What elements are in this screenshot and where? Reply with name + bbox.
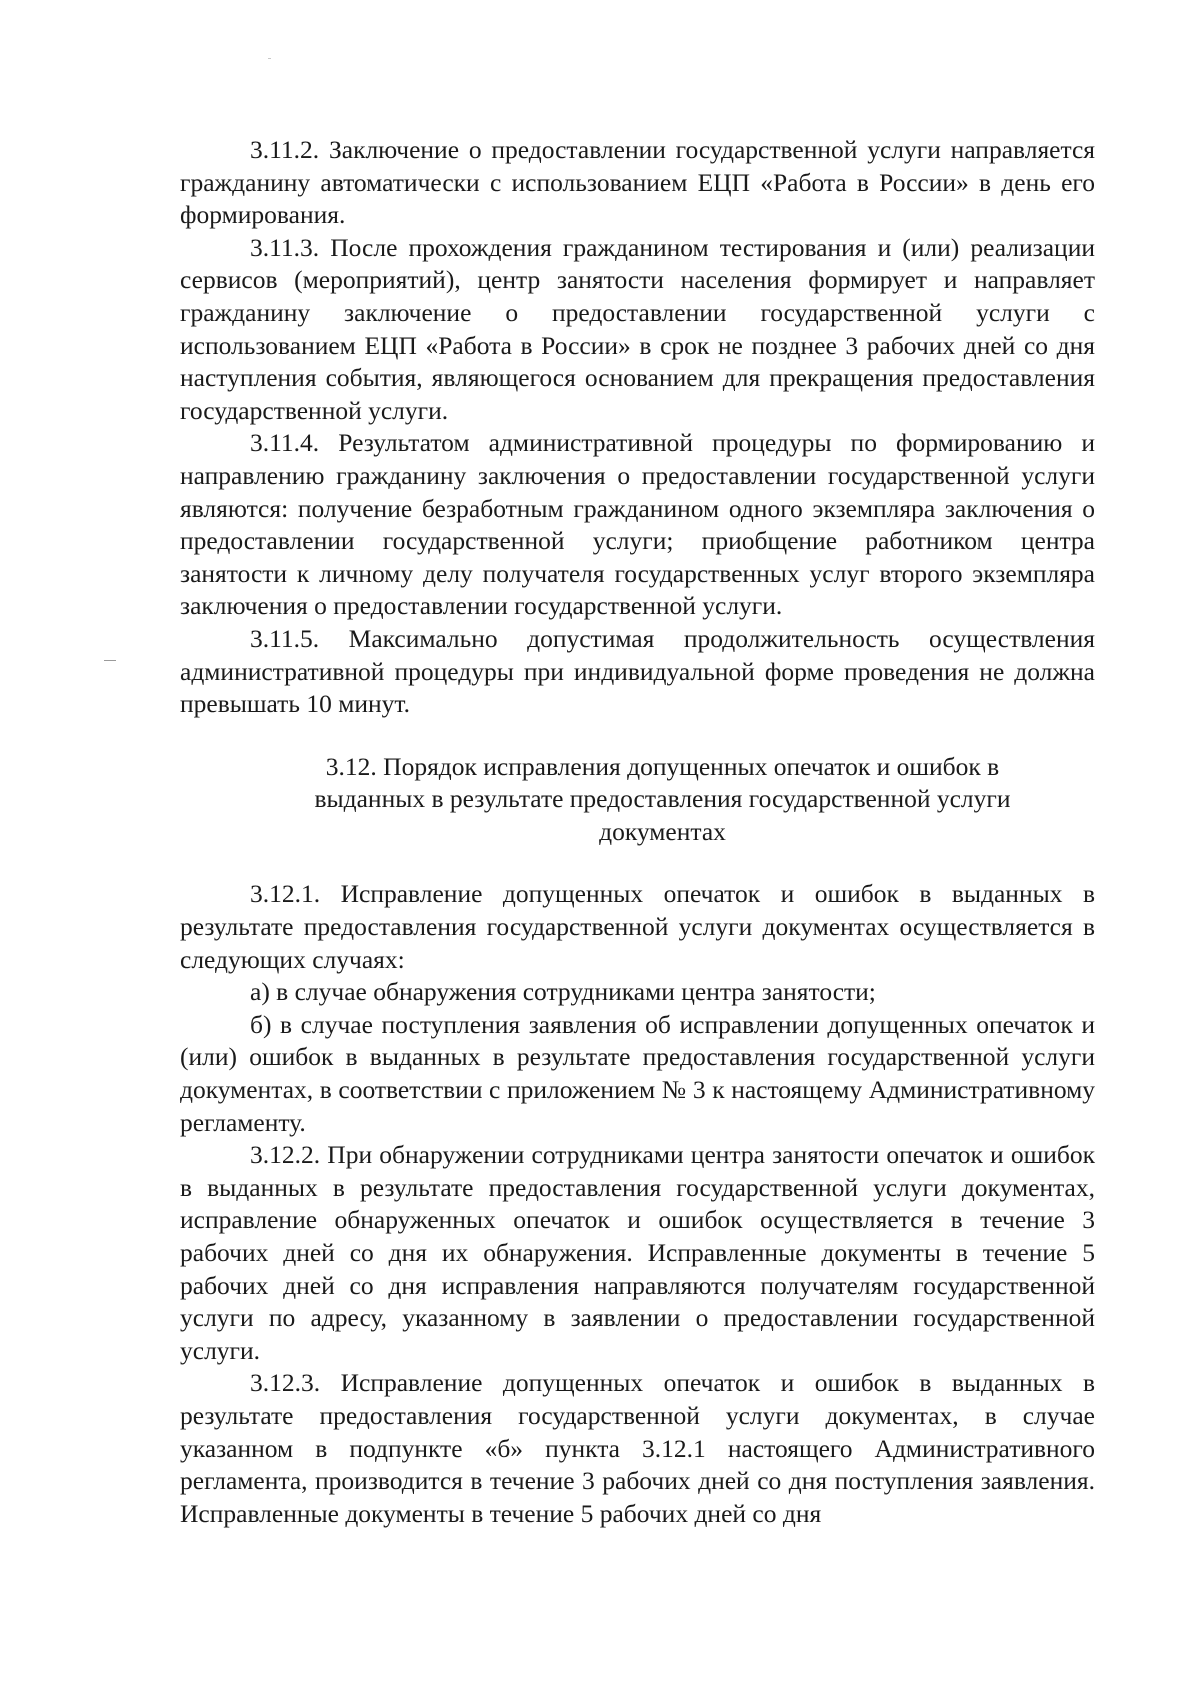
paragraph-item-b: б) в случае поступления заявления об исправлении допущенных опечаток и (или) ошибок в выданных в результате предоставления государственной услуги документах, в соответствии с приложением № 3 к настоящему Административному регламенту. xyxy=(180,1009,1095,1137)
paragraph-3-12-2: 3.12.2. При обнаружении сотрудниками центра занятости опечаток и ошибок в выданных в результате предоставления государственной услуги документах, исправление обнаруженных опечаток и ошибок осуществляется в течение 3 рабочих дней со дня их обнаружения. Исправленные документы в течение 5 рабочих дней со дня исправления направляются получателям государственной услуги по адресу, указанному в заявлении о предоставлении государственной услуги. xyxy=(180,1140,1095,1365)
paragraph-3-11-4: 3.11.4. Результатом административной процедуры по формированию и направлению гражданину заключения о предоставлении государственной услуги являются: получение безработным гражданином одного экземпляра заключения о предоставлении государственной услуги; приобщение работником центра занятости к личному делу получателя государственных услуг второго экземпляра заключения о предоставлении государственной услуги. xyxy=(180,428,1095,621)
paragraph-3-11-3: 3.11.3. После прохождения гражданином тестирования и (или) реализации сервисов (мероприятий), центр занятости населения формирует и направляет гражданину заключение о предоставлении государственной услуги с использованием ЕЦП «Работа в России» в срок не позднее 3 рабочих дней со дня наступления события, являющегося основанием для прекращения предоставления государственной услуги. xyxy=(180,232,1095,425)
margin-mark xyxy=(104,660,116,661)
paragraph-3-12-3: 3.12.3. Исправление допущенных опечаток и ошибок в выданных в результате предоставления государственной услуги документах, в случае указанном в подпункте «б» пункта 3.12.1 настоящего Административного регламента, производится в течение 3 рабочих дней со дня поступления заявления. Исправленные документы в течение 5 рабочих дней со дня xyxy=(180,1368,1095,1528)
paragraph-item-a: а) в случае обнаружения сотрудниками центра занятости; xyxy=(250,977,876,1007)
paragraph-3-12-1: 3.12.1. Исправление допущенных опечаток и ошибок в выданных в результате предоставления государственной услуги документах осуществляется в следующих случаях: xyxy=(180,879,1095,974)
scan-dot xyxy=(268,58,271,59)
paragraph-3-11-2: 3.11.2. Заключение о предоставлении государственной услуги направляется гражданину автоматически с использованием ЕЦП «Работа в России» в день его формирования. xyxy=(180,135,1095,230)
document-body xyxy=(180,134,1095,1530)
paragraph-3-11-5: 3.11.5. Максимально допустимая продолжительность осуществления административной процедуры при индивидуальной форме проведения не должна превышать 10 минут. xyxy=(180,623,1095,719)
section-heading-3-12: 3.12. Порядок исправления допущенных опечаток и ошибок в выданных в результате предоставления государственной услуги документах xyxy=(314,751,1011,846)
